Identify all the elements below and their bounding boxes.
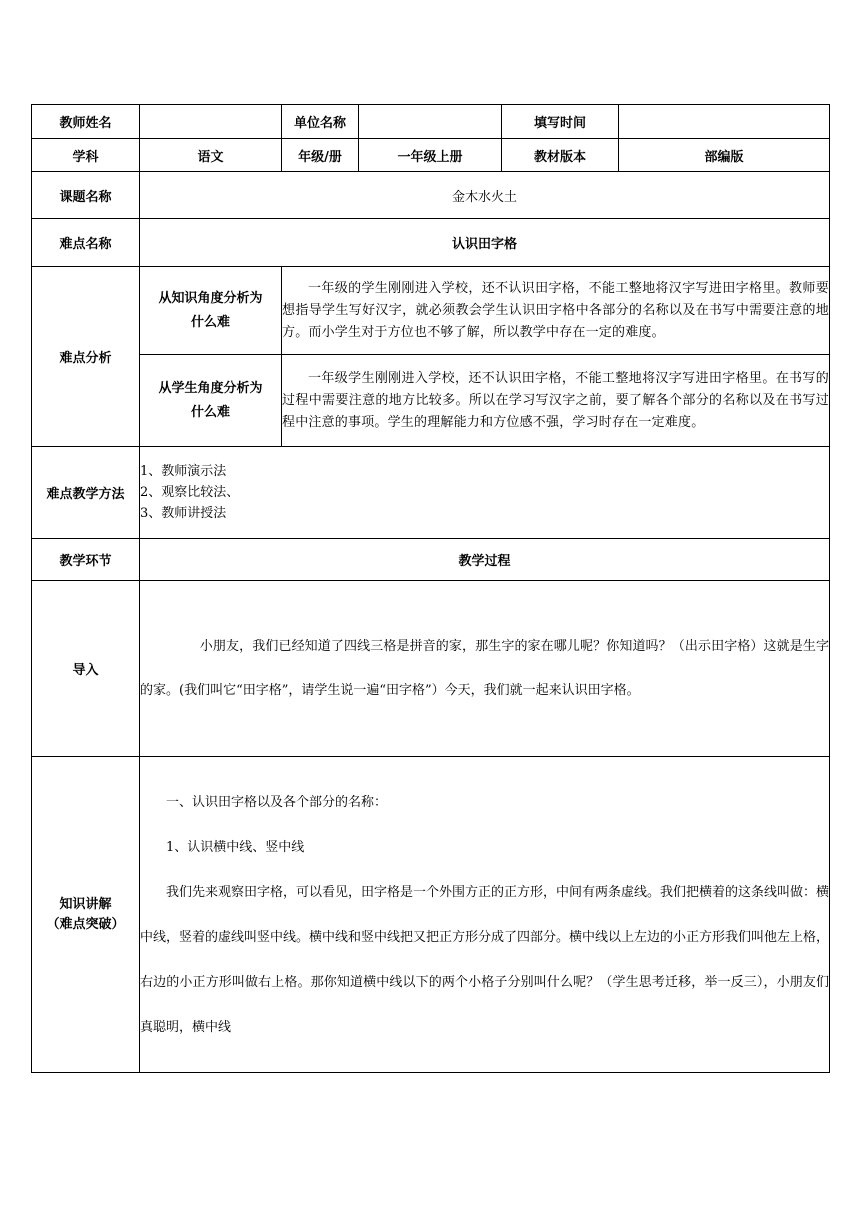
difficulty-label: 难点名称 <box>32 219 140 267</box>
knowledge-heading: 一、认识田字格以及各个部分的名称： <box>166 794 388 810</box>
subject-label: 学科 <box>32 139 140 172</box>
grade-label: 年级/册 <box>282 139 359 172</box>
method-item: 2、观察比较法、 <box>140 485 240 500</box>
knowledge-label-line-2: （难点突破） <box>46 916 125 932</box>
edition-label: 教材版本 <box>502 139 619 172</box>
lesson-title-label: 课题名称 <box>32 172 140 219</box>
knowledge-angle-label <box>140 267 282 355</box>
fill-time-value <box>619 105 830 139</box>
subject-value: 语文 <box>140 139 282 172</box>
analysis-label: 难点分析 <box>32 267 140 447</box>
student-angle-text-cell <box>282 355 830 447</box>
intro-label: 导入 <box>32 581 140 757</box>
analysis-student-row <box>32 355 830 447</box>
lesson-plan-table <box>31 104 830 1073</box>
process-header-row <box>32 539 830 581</box>
knowledge-text: 我们先来观察田字格，可以看见，田字格是一个外围方正的正方形，中间有两条虚线。我们把横着的这条线叫做：横中线，竖着的虚线叫竖中线。横中线和竖中线把又把正方形分成了四部分。横中线以上左边的小正方形我们叫他左上格，右边的小正方形叫做右上格。那你知道横中线以下的两个小格子分别叫什么呢？（学生思考迁移，举一反三），小朋友们真聪明，横中线 <box>140 884 830 1035</box>
process-header: 教学过程 <box>140 539 830 581</box>
knowledge-angle-label-line-2: 什么难 <box>190 314 230 330</box>
methods-label: 难点教学方法 <box>32 447 140 539</box>
knowledge-angle-label-line-1: 从知识角度分析为 <box>158 290 263 306</box>
intro-text: 小朋友，我们已经知道了四线三格是拼音的家，那生字的家在哪儿呢？你知道吗？（出示田字格）这就是生字的家。(我们叫它“田字格”，请学生说一遍“田字格”）今天，我们就一起来认识田字格。 <box>140 638 829 698</box>
knowledge-angle-text-cell <box>282 267 830 355</box>
knowledge-subheading: 1、认识横中线、竖中线 <box>166 839 305 855</box>
knowledge-row <box>32 757 830 1073</box>
stage-header: 教学环节 <box>32 539 140 581</box>
difficulty-value: 认识田字格 <box>140 219 830 267</box>
knowledge-angle-text: 一年级的学生刚刚进入学校，还不认识田字格，不能工整地将汉字写进田字格里。教师要想指导学生写好汉字，就必须教会学生认识田字格中各部分的名称以及在书写中需要注意的地方。而小学生对于方位也不够了解，所以教学中存在一定的难度。 <box>282 280 829 340</box>
analysis-knowledge-row <box>32 267 830 355</box>
unit-value <box>359 105 502 139</box>
grade-value: 一年级上册 <box>359 139 502 172</box>
header-row-2 <box>32 139 830 172</box>
methods-list <box>140 447 830 539</box>
knowledge-label <box>32 757 140 1073</box>
unit-label: 单位名称 <box>282 105 359 139</box>
method-item: 1、教师演示法 <box>140 464 227 479</box>
methods-row <box>32 447 830 539</box>
teacher-name-value <box>140 105 282 139</box>
header-row-1 <box>32 105 830 139</box>
teacher-name-label: 教师姓名 <box>32 105 140 139</box>
knowledge-text-cell <box>140 757 830 1073</box>
difficulty-row <box>32 219 830 267</box>
student-angle-label-line-1: 从学生角度分析为 <box>158 380 263 396</box>
knowledge-label-line-1: 知识讲解 <box>59 896 112 912</box>
intro-text-cell <box>140 581 830 757</box>
lesson-title-value: 金木水火土 <box>140 172 830 219</box>
method-item: 3、教师讲授法 <box>140 506 227 521</box>
intro-row <box>32 581 830 757</box>
student-angle-text: 一年级学生刚刚进入学校，还不认识田字格，不能工整地将汉字写进田字格里。在书写的过程中需要注意的地方比较多。所以在学习写汉字之前，要了解各个部分的名称以及在书写过程中注意的事项。学生的理解能力和方位感不强，学习时存在一定难度。 <box>282 370 829 430</box>
fill-time-label: 填写时间 <box>502 105 619 139</box>
lesson-title-row <box>32 172 830 219</box>
student-angle-label-line-2: 什么难 <box>190 404 230 420</box>
edition-value: 部编版 <box>619 139 830 172</box>
student-angle-label <box>140 355 282 447</box>
